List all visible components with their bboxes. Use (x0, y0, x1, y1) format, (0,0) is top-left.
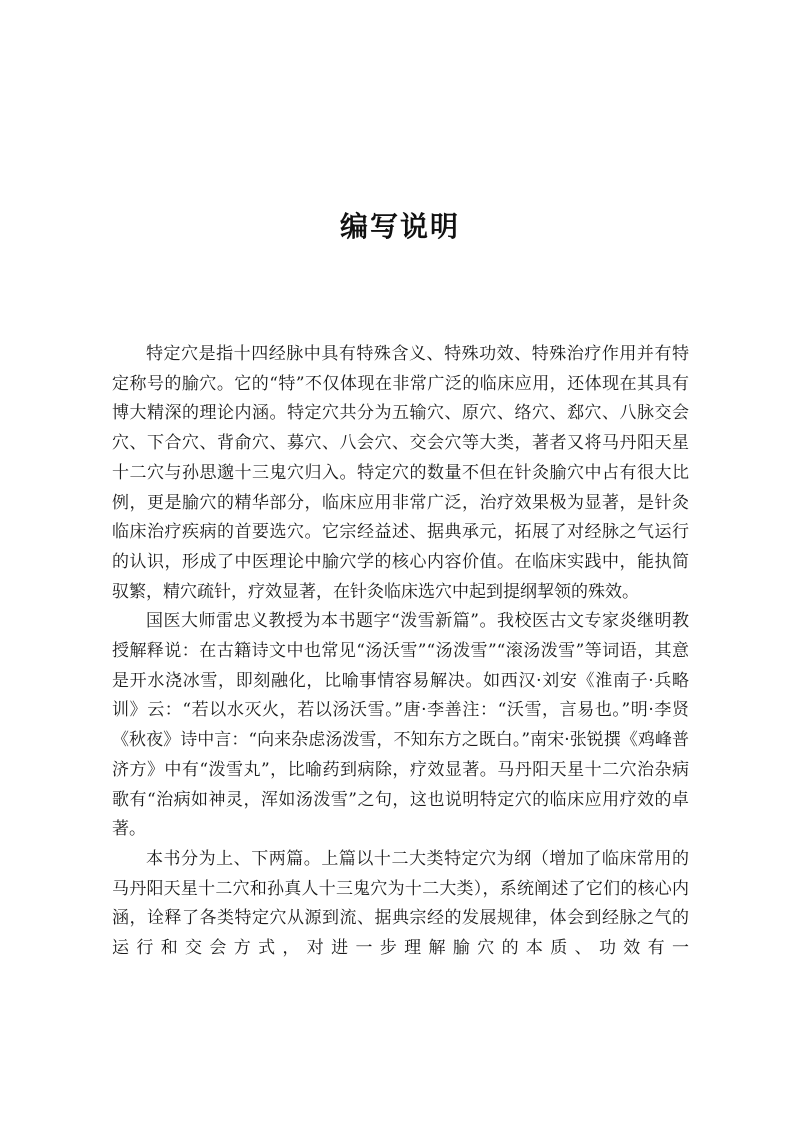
paragraph-3: 本书分为上、下两篇。上篇以十二大类特定穴为纲（增加了临床常用的马丹阳天星十二穴和孙真人十三鬼穴为十二大类），系统阐述了它们的核心内涵，诠释了各类特定穴从源到流、据典宗经的发展规律，体会到经脉之气的运行和交会方式，对进一步理解腧穴的本质、功效有一 (112, 848, 689, 959)
page-title: 编写说明 (339, 210, 460, 243)
body-text (112, 340, 689, 964)
paragraph-1: 特定穴是指十四经脉中具有特殊含义、特殊功效、特殊治疗作用并有特定称号的腧穴。它的“特”不仅体现在非常广泛的临床应用，还体现在其具有博大精深的理论内涵。特定穴共分为五输穴、原穴、络穴、郄穴、八脉交会穴、下合穴、背俞穴、募穴、八会穴、交会穴等大类，著者又将马丹阳天星十二穴与孙思邈十三鬼穴归入。特定穴的数量不但在针灸腧穴中占有很大比例，更是腧穴的精华部分，临床应用非常广泛，治疗效果极为显著，是针灸临床治疗疾病的首要选穴。它宗经益述、据典承元，拓展了对经脉之气运行的认识，形成了中医理论中腧穴学的核心内容价值。在临床实践中，能执简驭繁，精穴疏针，疗效显著，在针灸临床选穴中起到提纲挈领的殊效。 (112, 344, 689, 602)
paragraph-2: 国医大师雷忠义教授为本书题字“泼雪新篇”。我校医古文专家炎继明教授解释说：在古籍诗文中也常见“汤沃雪”“汤泼雪”“滚汤泼雪”等词语，其意是开水浇冰雪，即刻融化，比喻事情容易解决。如西汉·刘安《淮南子·兵略训》云：“若以水灭火，若以汤沃雪。”唐·李善注：“沃雪，言易也。”明·李贤《秋夜》诗中言：“向来杂虑汤泼雪，不知东方之既白。”南宋·张锐撰《鸡峰普济方》中有“泼雪丸”，比喻药到病除，疗效显著。马丹阳天星十二穴治杂病歌有“治病如神灵，浑如汤泼雪”之句，这也说明特定穴的临床应用疗效的卓著。 (112, 611, 689, 840)
